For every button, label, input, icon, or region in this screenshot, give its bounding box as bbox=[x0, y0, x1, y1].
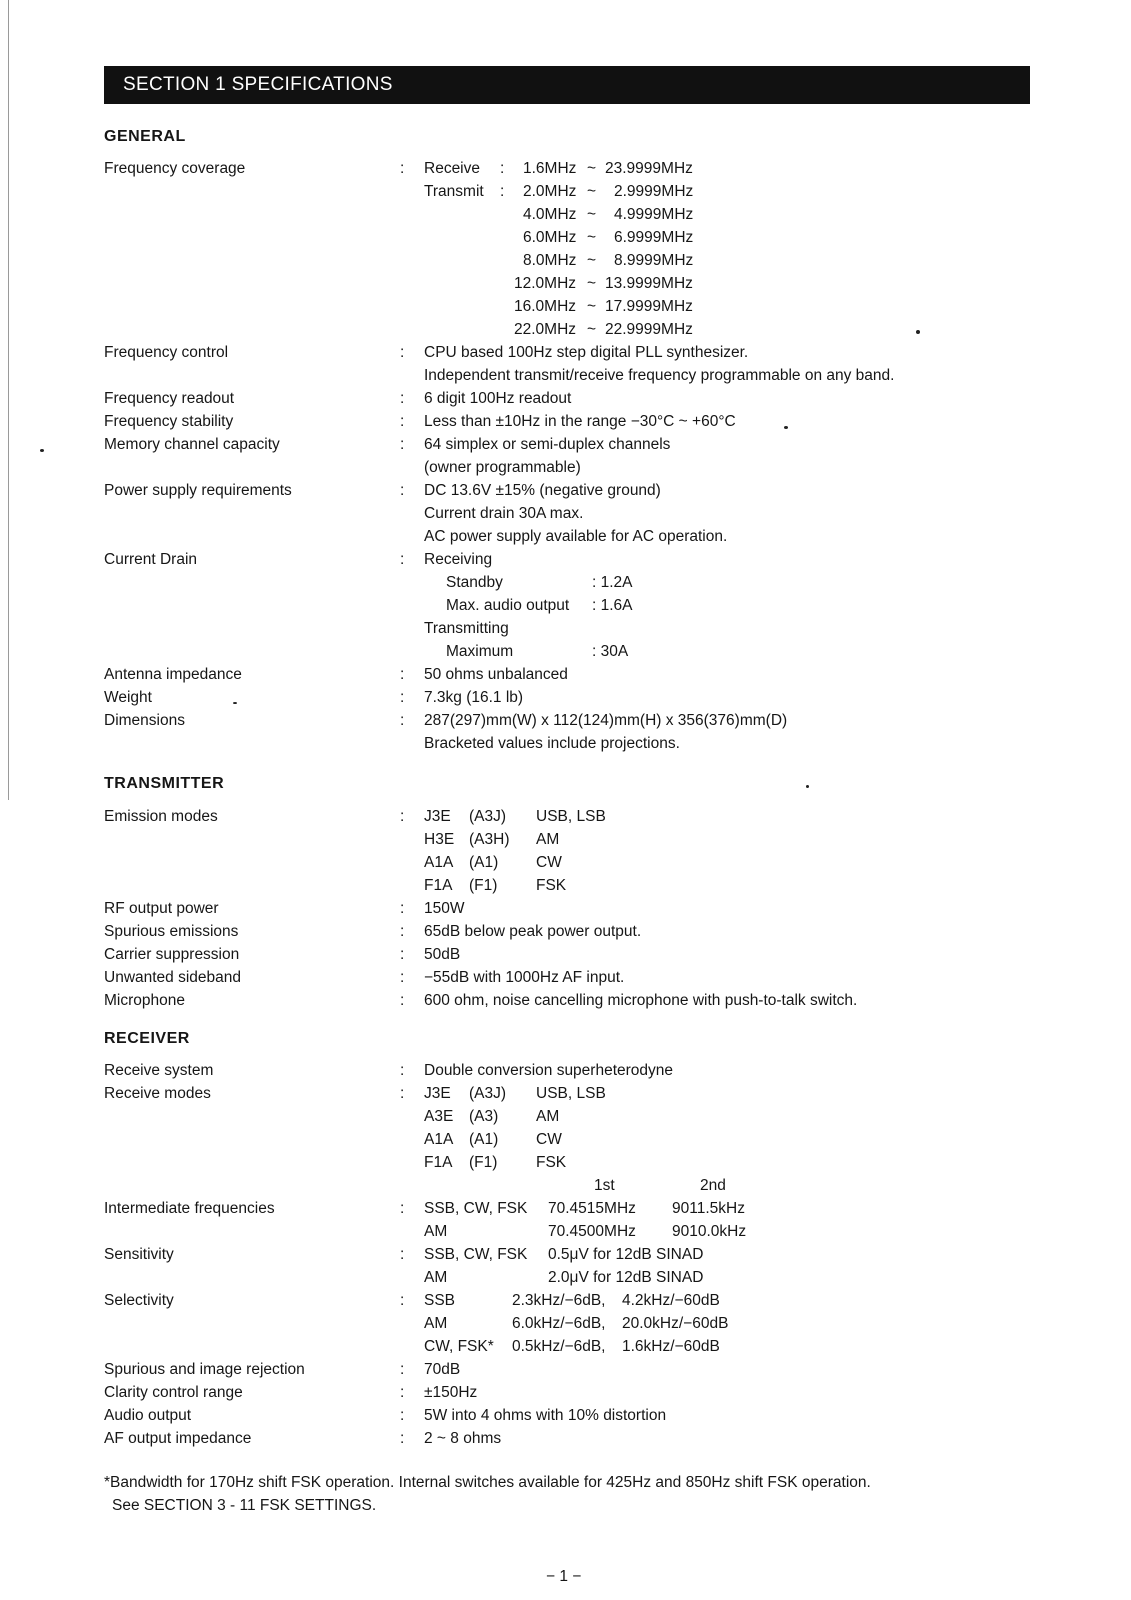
footnote-line: See SECTION 3 - 11 FSK SETTINGS. bbox=[112, 1497, 377, 1514]
section-title: SECTION 1 SPECIFICATIONS bbox=[123, 74, 393, 95]
general-heading: GENERAL bbox=[104, 128, 186, 145]
scan-speck bbox=[916, 330, 920, 334]
section-banner bbox=[104, 66, 1030, 104]
spec-page: SECTION 1 SPECIFICATIONS GENERAL Frequency coverage : Receive : 1.6MHz ~ 23.9999MHz Transmit : 2.0MHz ~ 2.9999MHz 4.0MHz ~ 4.9999MHz 6.0MHz ~ 6.9999MHz 8.0MHz ~ 8.9999MHz 12.0MHz ~ 13.9999MHz 16.0MHz ~ 17.9999MHz 22.0MHz ~ 22.9999MHz Frequency control : CPU based 100Hz step digital PLL synthesizer. Independent transmit/receive frequency programmable on any band. Frequency readout : 6 digit 100Hz readout Frequency stability : Less than ±10Hz in the range −30°C ~ +60°C Memory channel capacity : 64 simplex or semi-duplex channels (owner programmable) Power supply requirements : DC 13.6V ±15% (negative ground) Current drain 30A max. AC power supply available for AC operation. Current Drain : Receiving Standby : 1.2A Max. audio output : 1.6A Transmitting Maximum : 30A Antenna impedance : 50 ohms unbalanced Weight : 7.3kg (16.1 lb) Dimensions : 287(297)mm(W) x 112(124)mm(H) x 356(376)mm(D) Bracketed values include projections. TRANSMITTER Emission modes : J3E (A3J) USB, LSB H3E (A3H) AM A1A (A1) CW F1A (F1) FSK RF output power : 150W Spurious emissions : 65dB below peak power output. Carrier suppression : 50dB Unwanted sideband : −55dB with 1000Hz AF input. Microphone : 600 ohm, noise cancelling microphone with push-to-talk switch. RECEIVER Receive system : Double conversion superheterodyne Receive modes : J3E (A3J) USB, LSB A3E (A3) AM A1A (A1) CW F1A (F1) FSK 1st 2nd Intermediate frequencies : SSB, CW, FSK 70.4515MHz 9011.5kHz AM 70.4500MHz 9010.0kHz Sensitivity : SSB, CW, FSK 0.5μV for 12dB SINAD AM 2.0μV for 12dB SINAD Selectivity : SSB 2.3kHz/−6dB, 4.2kHz/−60dB AM 6.0kHz/−6dB, 20.0kHz/−60dB CW, FSK* 0.5kHz/−6dB, 1.6kHz/−60dB Spurious and image rejection : 70dB Clarity control range : ±150Hz Audio output : 5W into 4 ohms with 10% distortion AF output impedance : 2 ~ 8 ohms *Bandwidth for 170Hz shift FSK operation. Internal switches available for 425Hz and 850Hz shift FSK operation. See SECTION 3 - 11 FSK SETTINGS. − 1 − bbox=[0, 0, 1131, 1600]
scan-speck bbox=[784, 426, 788, 429]
footnote-line: *Bandwidth for 170Hz shift FSK operation. Internal switches available for 425Hz and 850Hz shift FSK operation. bbox=[104, 1474, 871, 1491]
scan-margin-line bbox=[8, 0, 9, 800]
transmitter-heading: TRANSMITTER bbox=[104, 775, 225, 792]
receiver-heading: RECEIVER bbox=[104, 1030, 190, 1047]
page-number: − 1 − bbox=[546, 1568, 582, 1585]
scan-speck bbox=[233, 702, 237, 704]
scan-speck bbox=[806, 785, 809, 788]
scan-speck bbox=[40, 449, 44, 452]
